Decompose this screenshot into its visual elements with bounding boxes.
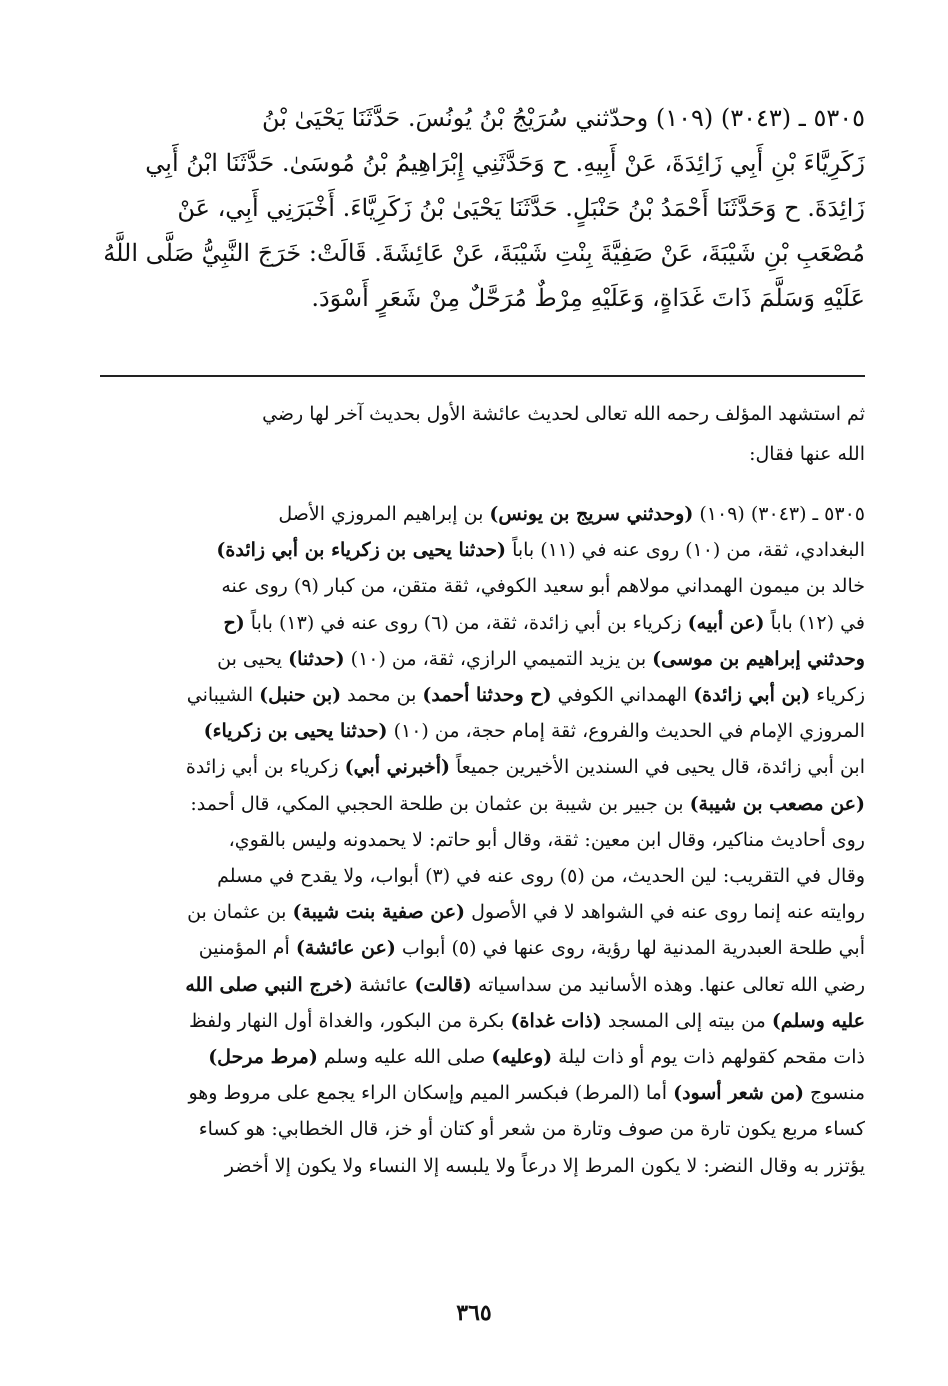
commentary-text-run: من بيته إلى المسجد	[601, 1009, 772, 1032]
commentary-text	[100, 496, 865, 1184]
commentary-line	[100, 1039, 865, 1075]
commentary-line	[100, 930, 865, 966]
quoted-text: (ح وحدثنا أحمد)	[422, 684, 552, 707]
intro-line: الله عنها فقال:	[749, 443, 865, 465]
commentary-text-run: بن عثمان بن	[187, 901, 293, 924]
quoted-text: (حدثنا يحيى بن زكرياء بن أبي زائدة)	[216, 539, 507, 562]
commentary-text-run: بن إبراهيم المروزي الأصل	[278, 503, 490, 525]
commentary-text-run: بن يزيد التميمي الرازي، ثقة، من (١٠)	[344, 647, 653, 670]
quoted-text: (عن أبيه)	[687, 611, 765, 634]
commentary-text-run: الهمداني الكوفي	[551, 684, 694, 707]
commentary-line	[100, 967, 865, 1003]
commentary-line	[100, 713, 865, 749]
commentary-line	[100, 894, 865, 930]
commentary-line	[100, 1003, 865, 1039]
commentary-text-run: الشيباني	[186, 684, 260, 707]
commentary-text-run: بكرة من البكور، والغداة أول النهار ولفظ	[188, 1009, 511, 1032]
commentary-line	[100, 677, 865, 713]
quoted-text: (من شعر أسود)	[673, 1082, 805, 1105]
commentary-line	[100, 568, 865, 604]
section-divider	[100, 375, 865, 377]
commentary-text-run: زكرياء بن أبي زائدة، ثقة، من (٦) روى عنه في (١٣) باباً	[244, 611, 688, 634]
quoted-text: (عن صفية بنت شيبة)	[292, 901, 466, 924]
commentary-line	[100, 641, 865, 677]
commentary-text-run: البغدادي، ثقة، من (١٠) روى عنه في (١١) باباً	[506, 539, 865, 562]
quoted-text: (حدثنا)	[288, 647, 345, 670]
page-number: ٣٦٥	[456, 1300, 492, 1326]
quoted-text: (عن مصعب بن شيبة)	[689, 792, 865, 815]
commentary-line	[100, 1148, 865, 1184]
commentary-text-run: رضي الله تعالى عنها. وهذه الأسانيد من سداسياته	[471, 973, 865, 996]
quoted-text: (خرج النبي صلى الله	[185, 973, 353, 996]
commentary-line	[100, 496, 865, 532]
commentary-line	[100, 532, 865, 568]
commentary-line	[100, 1111, 865, 1147]
quoted-text: (مرط مرحل)	[208, 1046, 318, 1069]
quoted-text: (عن عائشة)	[295, 937, 396, 960]
commentary-line	[100, 822, 865, 858]
quoted-text: (ح	[223, 611, 245, 634]
quoted-text: (أخبرني أبي)	[344, 756, 450, 779]
commentary-text-run: ٥٣٠٥ ـ (٣٠٤٣) (١٠٩)	[693, 503, 865, 525]
commentary-intro	[100, 394, 865, 474]
commentary-text-run: عائشة	[352, 973, 415, 996]
commentary-text-run: روايته عنه إنما روى عنه في الشواهد لا في الأصول	[465, 901, 865, 924]
commentary-text-run: وقال في التقريب: لين الحديث، من (٥) روى عنه في (٣) أبواب، ولا يقدح في مسلم	[217, 865, 865, 888]
quoted-text: (حدثنا يحيى بن زكرياء)	[203, 720, 388, 743]
hadith-text	[100, 96, 865, 321]
commentary-text-run: أبي طلحة العبدرية المدنية لها رؤية، روى عنها في (٥) أبواب	[395, 937, 865, 960]
commentary-line	[100, 1075, 865, 1111]
commentary-line	[100, 605, 865, 641]
quoted-text: (بن أبي زائدة)	[693, 684, 811, 707]
quoted-text: (ذات غداة)	[510, 1009, 602, 1032]
commentary-text-run: صلى الله عليه وسلم	[317, 1046, 492, 1069]
commentary-text-run: أم المؤمنين	[198, 937, 296, 960]
commentary-text-run: يحيى بن	[217, 647, 289, 670]
commentary-text-run: بن محمد	[341, 684, 423, 707]
quoted-text: (وحدثني سريج بن يونس)	[489, 503, 694, 525]
commentary-text-run: زكرياء	[810, 684, 865, 707]
quoted-text: (وعليه)	[491, 1046, 553, 1069]
commentary-line	[100, 749, 865, 785]
commentary-text-run: في (١٢) باباً	[764, 611, 865, 634]
commentary-text-run: يؤتزر به وقال النضر: لا يكون المرط إلا درعاً ولا يلبسه إلا النساء ولا يكون إلا أخضر	[224, 1154, 865, 1177]
commentary-text-run: ابن أبي زائدة، قال يحيى في السندين الأخيرين جميعاً	[449, 756, 865, 779]
quoted-text: (قالت)	[414, 973, 472, 996]
hadith-line: زَكَرِيَّاءَ بْنِ أَبِي زَائِدَةَ، عَنْ أَبِيهِ. ح وَحَدَّثَنِي إِبْرَاهِيمُ بْنُ مُوسَىٰ. حَدَّثَنَا ابْنُ أَبِي	[145, 149, 865, 177]
commentary-text-run: ذات مقحم كقولهم ذات يوم أو ذات ليلة	[552, 1046, 865, 1069]
quoted-text: (بن حنبل)	[259, 684, 342, 707]
commentary-text-run: خالد بن ميمون الهمداني مولاهم أبو سعيد الكوفي، ثقة متقن، من كبار (٩) روى عنه	[221, 575, 865, 598]
commentary-text-run: أما (المرط) فبكسر الميم وإسكان الراء يجمع على مروط وهو	[188, 1082, 674, 1105]
quoted-text: عليه وسلم)	[771, 1009, 865, 1032]
commentary-text-run: كساء مربع يكون تارة من صوف وتارة من شعر أو كتان أو خز، قال الخطابي: هو كساء	[198, 1118, 865, 1141]
commentary-line	[100, 858, 865, 894]
hadith-line: ٥٣٠٥ ـ (٣٠٤٣) (١٠٩) وحدّثني سُرَيْجُ بْنُ يُونُسَ. حَدَّثَنَا يَحْيَىٰ بْنُ	[261, 104, 865, 132]
commentary-text-run: المروزي الإمام في الحديث والفروع، ثقة إمام حجة، من (١٠)	[387, 720, 865, 743]
hadith-line: مُصْعَبِ بْنِ شَيْبَةَ، عَنْ صَفِيَّةَ بِنْتِ شَيْبَةَ، عَنْ عَائِشَةَ. قَالَتْ: خَرَجَ النَّبِيُّ صَلَّى اللَّهُ	[103, 239, 865, 267]
quoted-text: وحدثني إبراهيم بن موسى)	[652, 647, 865, 670]
commentary-text-run: زكرياء بن أبي زائدة	[185, 756, 345, 779]
commentary-text-run: روى أحاديث مناكير، وقال ابن معين: ثقة، وقال أبو حاتم: لا يحمدونه وليس بالقوي،	[228, 828, 865, 851]
commentary-text-run: بن جبير بن شيبة بن عثمان بن طلحة الحجبي المكي، قال أحمد:	[190, 792, 690, 815]
hadith-line: عَلَيْهِ وَسَلَّمَ ذَاتَ غَدَاةٍ، وَعَلَيْهِ مِرْطٌ مُرَحَّلٌ مِنْ شَعَرٍ أَسْوَدَ.	[311, 284, 865, 312]
commentary-line	[100, 786, 865, 822]
hadith-line: زَائِدَةَ. ح وَحَدَّثَنَا أَحْمَدُ بْنُ حَنْبَلٍ. حَدَّثَنَا يَحْيَىٰ بْنُ زَكَرِيَّاءَ. أَخْبَرَنِي أَبِي، عَنْ	[177, 194, 865, 222]
intro-line: ثم استشهد المؤلف رحمه الله تعالى لحديث عائشة الأول بحديث آخر لها رضي	[262, 403, 865, 425]
commentary-text-run: منسوج	[804, 1082, 865, 1105]
